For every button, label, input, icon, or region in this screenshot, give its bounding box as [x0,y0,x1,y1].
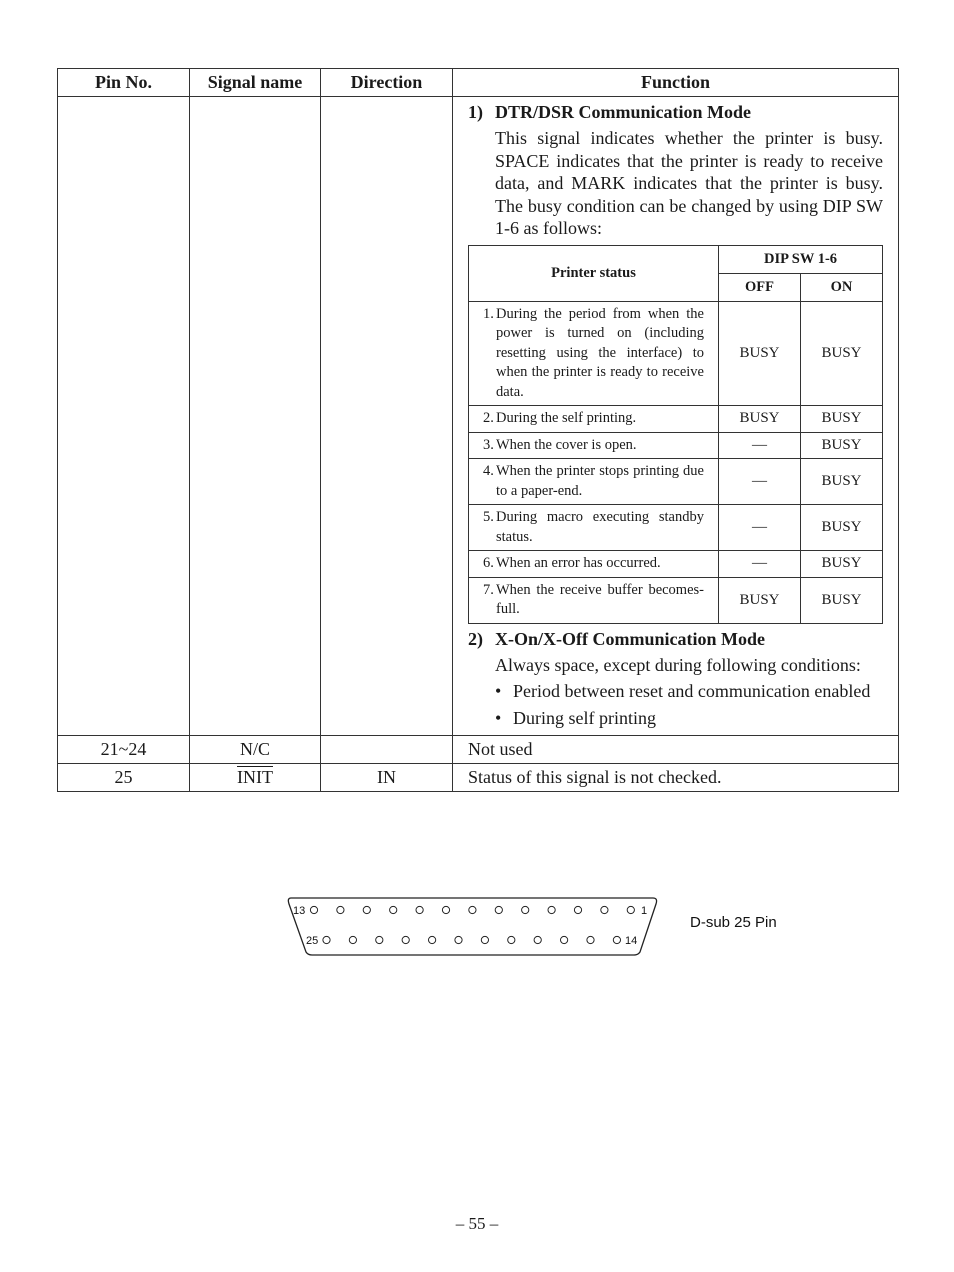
pin-hole [349,936,356,943]
condition-text: When the cover is open. [496,436,637,453]
pin-cell: 25 [58,764,190,792]
on-value: BUSY [801,301,883,406]
pin-hole [363,906,370,913]
pin-hole [390,906,397,913]
pin-hole [429,936,436,943]
off-value: BUSY [719,577,801,623]
on-value: BUSY [801,459,883,505]
dtr-mode-heading: 1) DTR/DSR Communication Mode [468,102,752,122]
condition-text: When the printer stops printing due to a paper-end. [496,463,704,499]
dtr-mode-title: DTR/DSR Communication Mode [495,102,752,122]
header-signal-name: Signal name [190,69,321,97]
pin-label-14: 14 [625,935,638,947]
pin-hole [481,936,488,943]
xon-condition-list [495,680,883,729]
condition-text: When an error has occurred. [496,555,661,571]
pin-label-25: 25 [306,935,319,947]
pin-hole [455,936,462,943]
pin-hole [323,936,330,943]
on-header: ON [801,273,883,301]
pin-hole [613,936,620,943]
xon-mode-title: X-On/X-Off Communication Mode [495,628,765,649]
list-item: • Period between reset and communication enabled [495,681,871,701]
condition-text: When the receive buffer becomes-full. [496,581,704,617]
pin-assignment-table [57,68,899,792]
pin-label-13: 13 [293,905,306,917]
pin-cell-empty [58,97,190,736]
condition-text: During the period from when the power is turned on (including resetting using the interface) to when the printer is ready to receive data. [496,305,704,400]
function-cell: Not used [453,736,899,764]
direction-cell [321,736,453,764]
table-row: 5. During macro executing standby status. — BUSY [469,505,883,551]
table-row [58,764,899,792]
signal-cell [190,764,321,792]
top-pin-row [310,906,634,913]
table-row-continued [58,97,899,736]
on-value: BUSY [801,432,883,459]
direction-cell: IN [321,764,453,792]
table-row: 2. During the self printing. BUSY BUSY [469,406,883,433]
table-header-row [58,69,899,97]
pin-hole [522,906,529,913]
condition-text: During macro executing standby status. [496,509,704,545]
function-cell: Status of this signal is not checked. [453,764,899,792]
direction-cell-empty [321,97,453,736]
pin-cell: 21~24 [58,736,190,764]
pin-label-1: 1 [641,905,648,917]
pin-hole [508,936,515,943]
bottom-pin-row [323,936,621,943]
pin-hole [587,936,594,943]
pin-hole [561,936,568,943]
header-pin-no: Pin No. [58,69,190,97]
pin-hole [495,906,502,913]
d-sub-connector-diagram [287,894,659,958]
pin-hole [310,906,317,913]
dip-sw-header: DIP SW 1-6 [719,245,883,273]
pin-hole [534,936,541,943]
pin-hole [469,906,476,913]
function-cell-modes [453,97,899,736]
pin-hole [337,906,344,913]
on-value: BUSY [801,551,883,578]
dip-switch-table [468,245,883,624]
off-value: BUSY [719,301,801,406]
table-row [58,736,899,764]
signal-cell-empty [190,97,321,736]
condition-text: During the self printing. [496,410,637,426]
on-value: BUSY [801,577,883,623]
signal-cell: N/C [190,736,321,764]
table-row: 3. When the cover is open. — BUSY [469,432,883,459]
init-signal-label: INIT [237,767,273,787]
printer-status-header: Printer status [469,245,719,301]
table-row: 4. When the printer stops printing due to a paper-end. — BUSY [469,459,883,505]
dtr-mode-description: This signal indicates whether the printer is busy. SPACE indicates that the printer is ready to receive data, and MARK indicates that the printer is busy. The busy condition can be changed by using DIP SW 1-6 as follows: [495,128,883,238]
page-number: – 55 – [455,1214,499,1233]
pin-hole [548,906,555,913]
off-value: — [719,551,801,578]
off-value: BUSY [719,406,801,433]
header-direction: Direction [321,69,453,97]
connector-label: D-sub 25 Pin [690,914,777,931]
table-row: 1. During the period from when the power is turned on (including resetting using the interface) to when the printer is ready to receive data. BUSY BUSY [469,301,883,406]
table-row: 6. When an error has occurred. — BUSY [469,551,883,578]
pin-hole [376,936,383,943]
xon-mode-description: Always space, except during following conditions: [495,654,861,675]
list-item: • During self printing [495,707,656,728]
pin-hole [442,906,449,913]
pin-hole [416,906,423,913]
on-value: BUSY [801,505,883,551]
on-value: BUSY [801,406,883,433]
header-function: Function [453,69,899,97]
off-value: — [719,505,801,551]
off-value: — [719,459,801,505]
off-header: OFF [719,273,801,301]
pin-hole [402,936,409,943]
xon-mode-heading: 2) X-On/X-Off Communication Mode [468,628,765,649]
pin-hole [601,906,608,913]
off-value: — [719,432,801,459]
pin-hole [627,906,634,913]
table-row: 7. When the receive buffer becomes-full. BUSY BUSY [469,577,883,623]
pin-hole [574,906,581,913]
